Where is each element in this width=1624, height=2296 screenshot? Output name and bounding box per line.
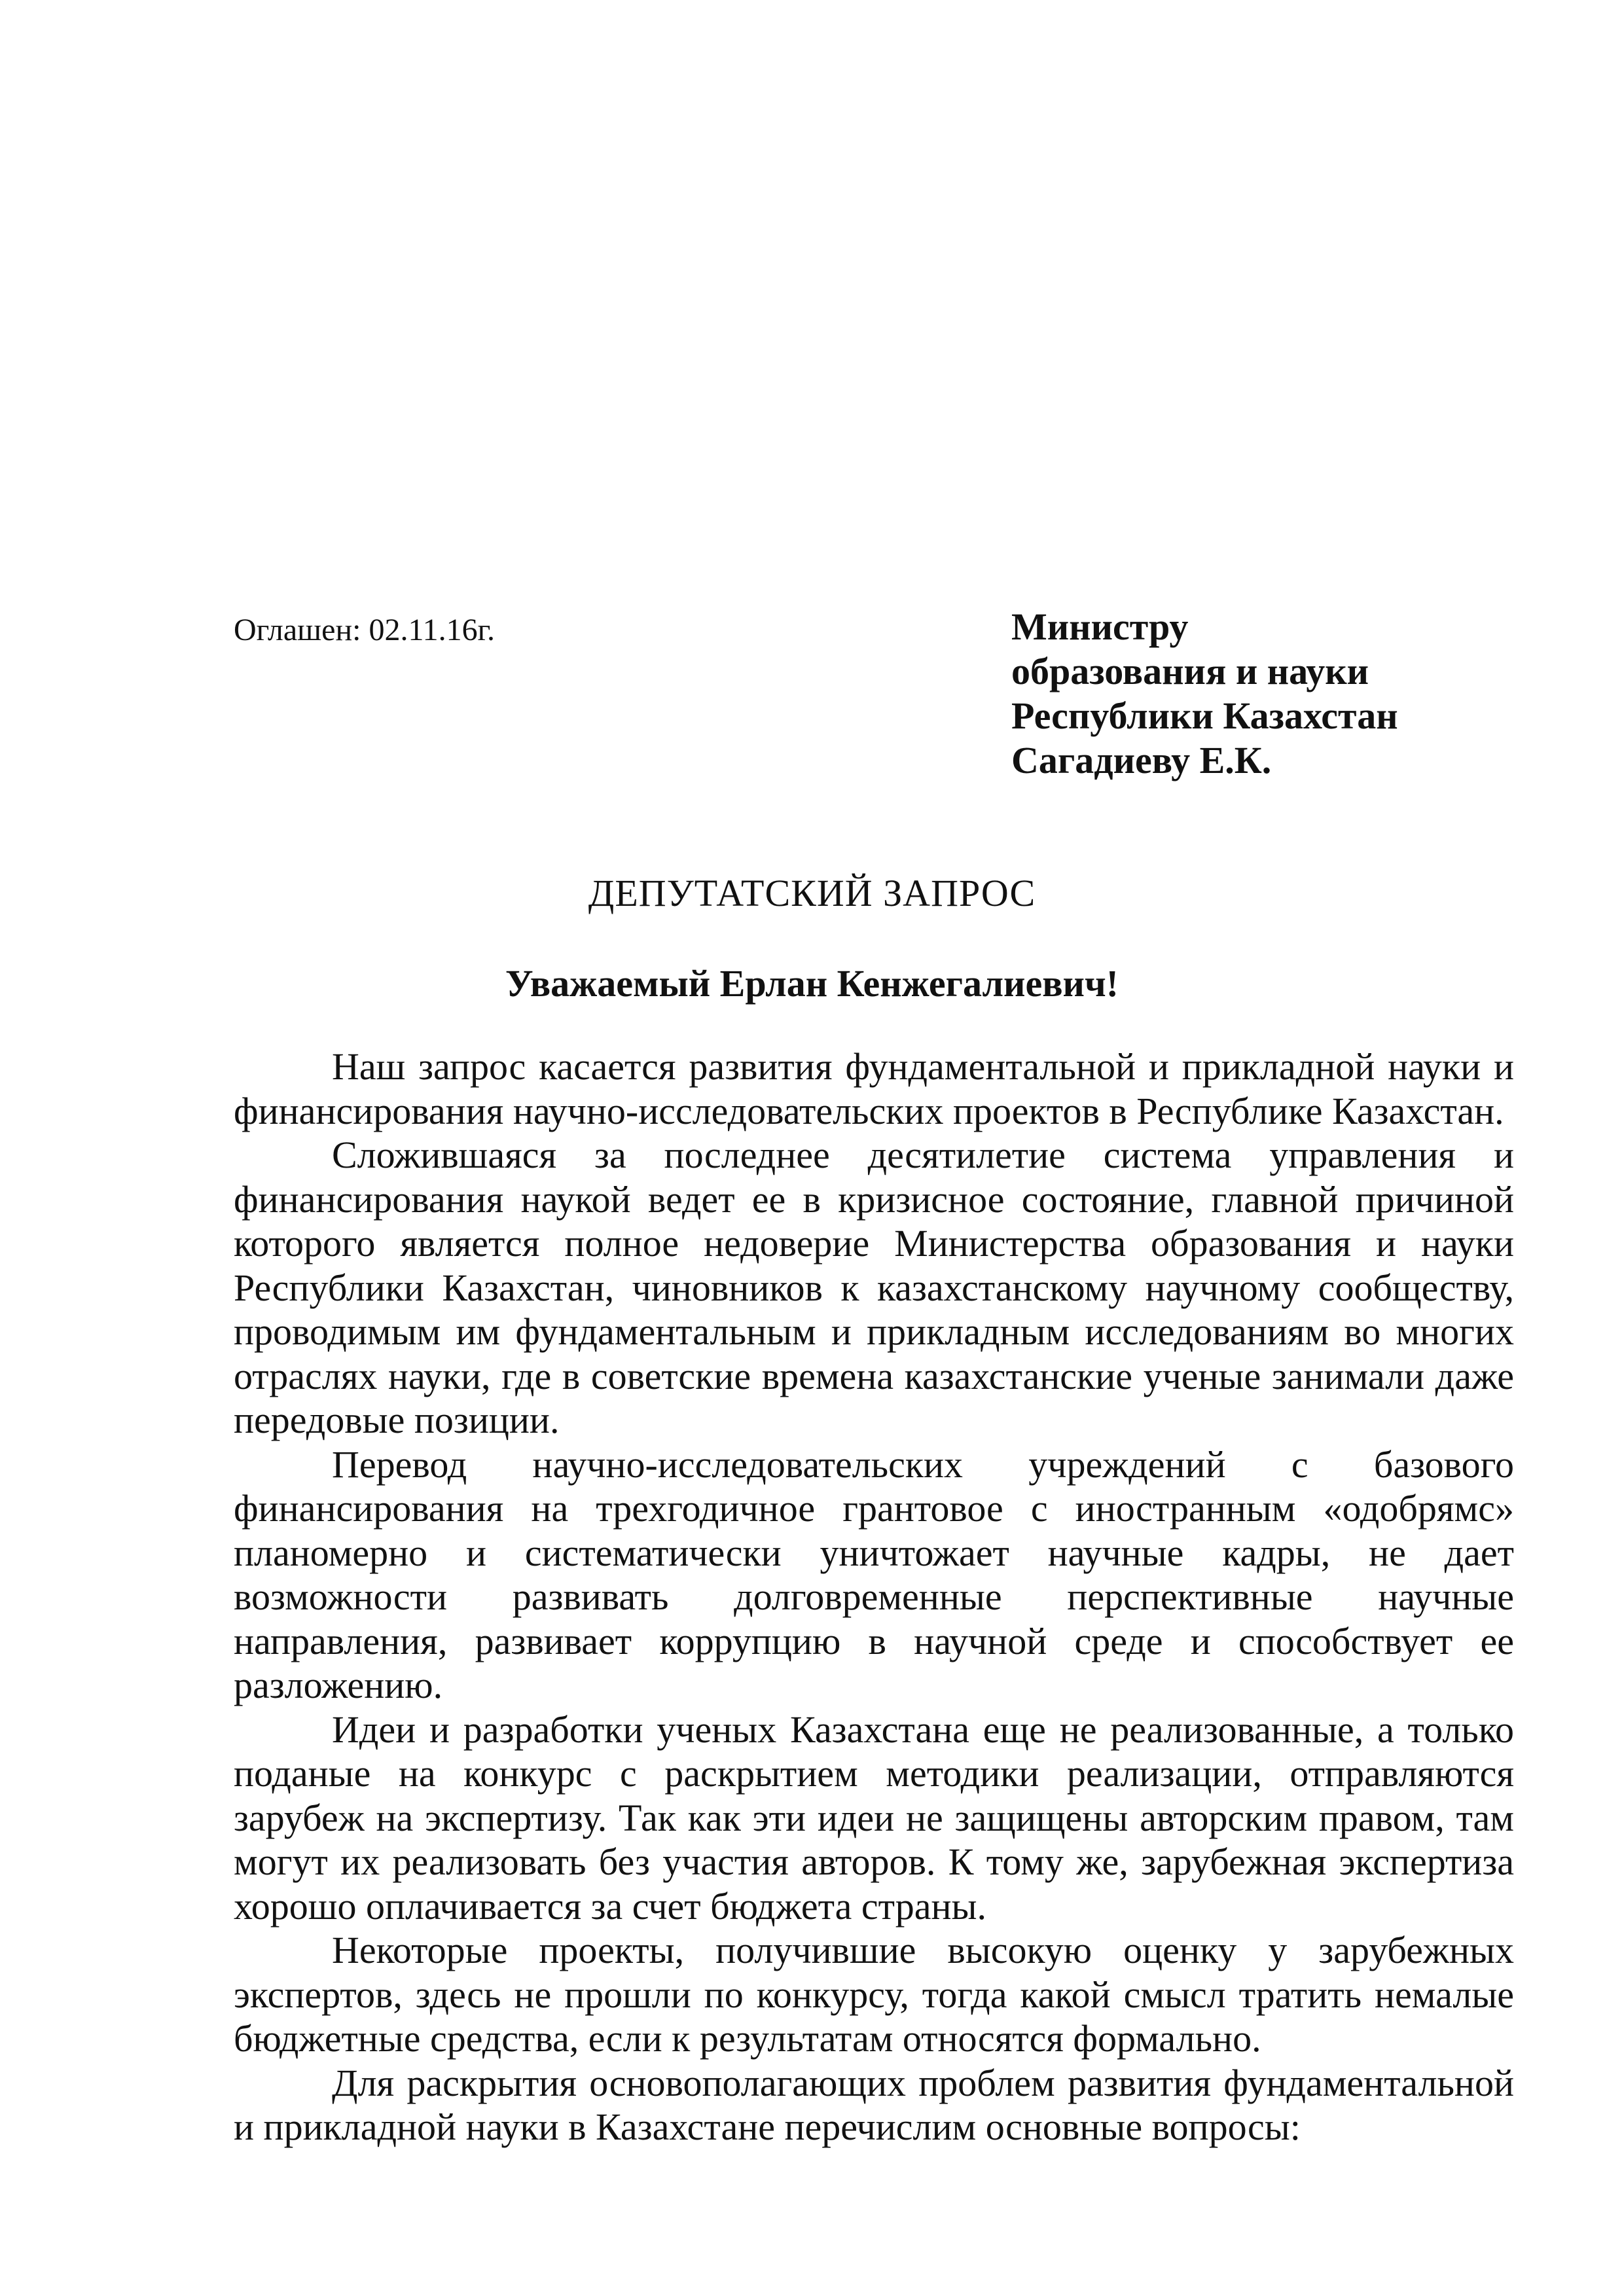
body-text: [234, 1045, 1514, 2149]
salutation: Уважаемый Ерлан Кенжегалиевич!: [505, 962, 1119, 1005]
body-paragraph: Идеи и разработки ученых Казахстана еще не реализованные, а только поданые на конкурс с раскрытием методики реализации, отправляются зарубеж на экспертизу. Так как эти идеи не защищены авторским правом, там могут их реализовать без участия авторов. К тому же, зарубежная экспертиза хорошо оплачивается за счет бюджета страны.: [234, 1708, 1514, 1928]
body-paragraph: Сложившаяся за последнее десятилетие система управления и финансирования наукой ведет ее в кризисное состояние, главной причиной которого является полное недоверие Министерства образования и науки Республики Казахстан, чиновников к казахстанскому научному сообществу, проводимым им фундаментальным и прикладным исследованиям во многих отраслях науки, где в советские времена казахстанские ученые занимали даже передовые позиции.: [234, 1134, 1514, 1441]
addressee-line: образования и науки: [1011, 650, 1369, 692]
body-paragraph: Перевод научно-исследовательских учреждений с базового финансирования на трехгодичное грантовое с иностранным «одобрямс» планомерно и систематически уничтожает научные кадры, не дает возможности развивать долговременные перспективные научные направления, развивает коррупцию в научной среде и способствует ее разложению.: [234, 1443, 1514, 1706]
announcement-date: Оглашен: 02.11.16г.: [234, 613, 495, 647]
addressee-line: Сагадиеву Е.К.: [1011, 739, 1272, 781]
body-paragraph: Для раскрытия основополагающих проблем развития фундаментальной и прикладной науки в Казахстане перечислим основные вопросы:: [234, 2061, 1514, 2148]
body-paragraph: Наш запрос касается развития фундаментальной и прикладной науки и финансирования научно-исследовательских проектов в Республике Казахстан.: [234, 1045, 1514, 1132]
addressee-block: [1011, 605, 1398, 783]
body-paragraph: Некоторые проекты, получившие высокую оценку у зарубежных экспертов, здесь не прошли по конкурсу, тогда какой смысл тратить немалые бюджетные средства, если к результатам относятся формально.: [234, 1929, 1514, 2060]
document-title: ДЕПУТАТСКИЙ ЗАПРОС: [588, 872, 1036, 914]
addressee-line: Министру: [1011, 605, 1189, 648]
addressee-line: Республики Казахстан: [1011, 694, 1398, 737]
